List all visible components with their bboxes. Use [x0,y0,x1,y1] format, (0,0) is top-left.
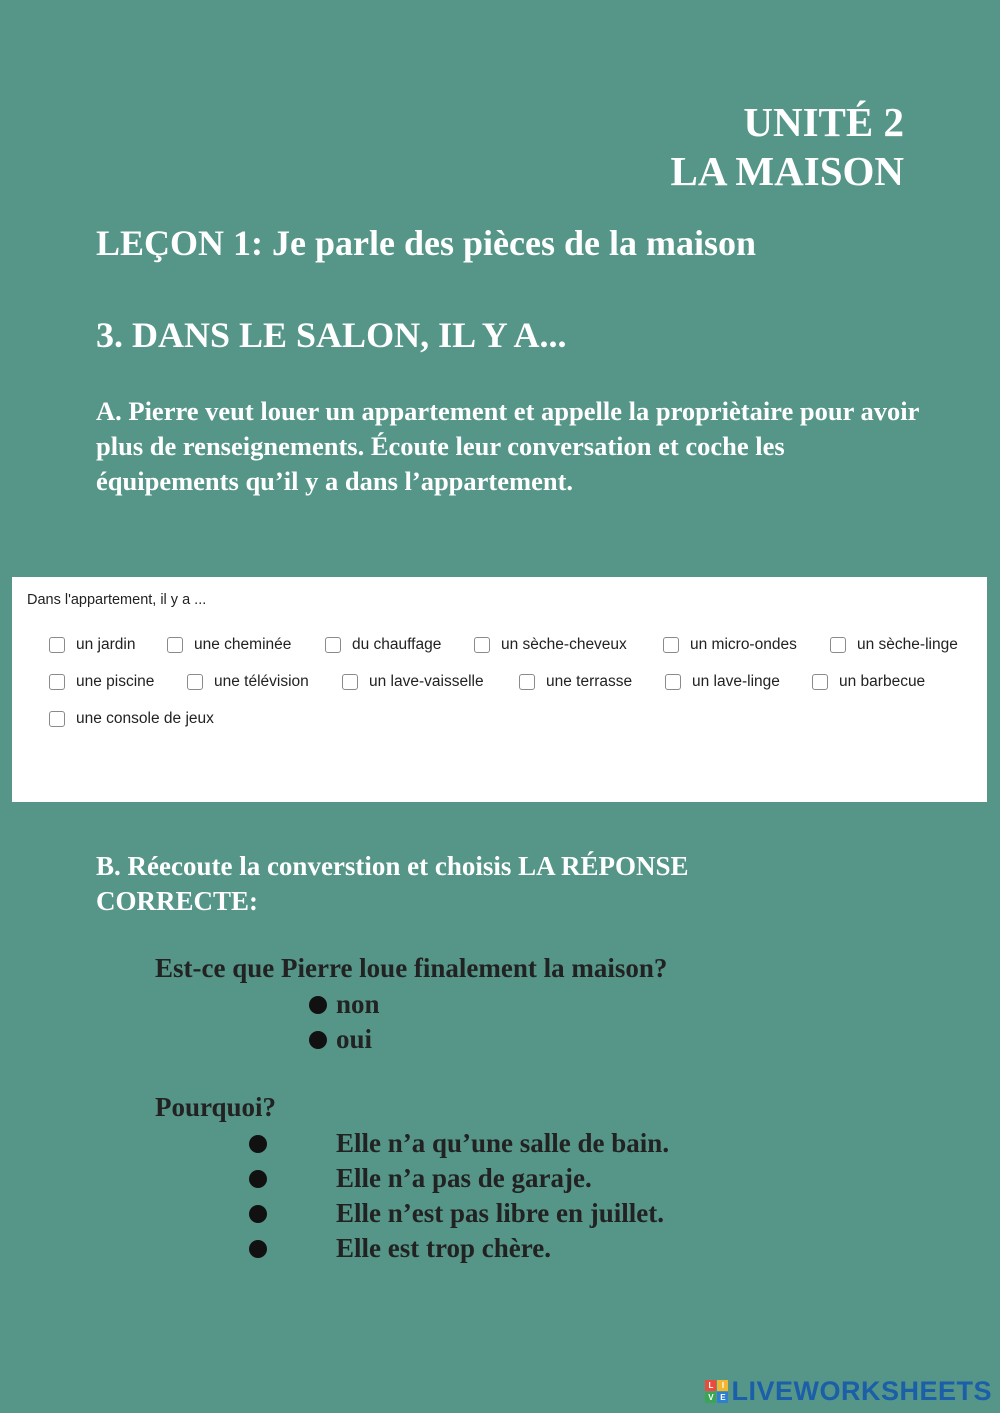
bullet-option[interactable] [249,1205,267,1223]
checkbox-item[interactable] [474,636,627,654]
checkbox-label: un sèche-linge [857,636,958,653]
checkbox-label: un micro-ondes [690,636,797,653]
instruction-b: B. Réecoute la converstion et choisis LA RÉPONSE CORRECTE: [96,851,689,916]
checkbox-label: un lave-linge [692,673,780,690]
liveworksheets-logo [705,1376,992,1407]
question-2: Pourquoi? [155,1092,277,1122]
bullet-option[interactable] [249,1135,267,1153]
checkbox-item[interactable] [519,673,632,691]
lesson-title: LEÇON 1: Je parle des pièces de la maison [96,223,756,263]
bullet-option[interactable] [309,996,327,1014]
checkbox-item[interactable] [342,673,484,691]
checkbox[interactable] [812,674,828,690]
bullet-option[interactable] [249,1170,267,1188]
checkbox[interactable] [187,674,203,690]
instruction-a: A. Pierre veut louer un appartement et appelle la propriètaire pour avoir plus de renseignements. Écoute leur conversation et coche les équipements qu’il y a dans l’appartement. [96,396,919,496]
checkbox-label: une terrasse [546,673,633,690]
checkbox-label: une télévision [214,673,309,690]
checkbox[interactable] [342,674,358,690]
question-1: Est-ce que Pierre loue finalement la maison? [155,953,668,983]
checkbox-label: un sèche-cheveux [501,636,627,653]
checkbox-item[interactable] [663,636,797,654]
checkbox[interactable] [663,637,679,653]
checkbox-item[interactable] [830,636,958,654]
checkbox-label: un lave-vaisselle [369,673,484,690]
unit-number: UNITÉ 2 [743,99,904,145]
unit-title: LA MAISON [670,148,904,194]
bullet-option[interactable] [309,1031,327,1049]
checkbox-label: un barbecue [839,673,926,690]
checkbox[interactable] [325,637,341,653]
answer-option[interactable]: non [336,989,380,1019]
answer-option[interactable]: oui [336,1024,373,1054]
checkbox-label: une cheminée [194,636,292,653]
checkbox[interactable] [830,637,846,653]
checkbox-item[interactable] [325,636,441,654]
checkbox-label: une console de jeux [76,710,214,727]
checkbox[interactable] [474,637,490,653]
checkbox-item[interactable] [49,636,135,654]
checkbox-item[interactable] [167,636,291,654]
checkbox-label: une piscine [76,673,155,690]
answer-option[interactable]: Elle est trop chère. [336,1233,551,1263]
answer-option[interactable]: Elle n’est pas libre en juillet. [336,1198,664,1228]
answer-option[interactable]: Elle n’a qu’une salle de bain. [336,1128,670,1158]
checkbox-panel [12,577,987,802]
answer-option[interactable]: Elle n’a pas de garaje. [336,1163,592,1193]
logo-text: LIVEWORKSHEETS [731,1376,992,1406]
checkbox-item[interactable] [49,710,214,728]
panel-title: Dans l'appartement, il y a ... [27,592,207,608]
checkbox-label: un jardin [76,636,136,653]
checkbox-item[interactable] [187,673,309,691]
unit-heading [670,98,904,196]
checkbox[interactable] [49,637,65,653]
section-title: 3. DANS LE SALON, IL Y A... [96,315,567,355]
checkbox[interactable] [49,674,65,690]
checkbox[interactable] [665,674,681,690]
checkbox-item[interactable] [812,673,925,691]
checkbox-item[interactable] [665,673,780,691]
checkbox[interactable] [519,674,535,690]
checkbox[interactable] [167,637,183,653]
checkbox-label: du chauffage [352,636,442,653]
checkbox[interactable] [49,711,65,727]
logo-mark-icon: L I V E [705,1380,728,1403]
bullet-option[interactable] [249,1240,267,1258]
checkbox-item[interactable] [49,673,154,691]
